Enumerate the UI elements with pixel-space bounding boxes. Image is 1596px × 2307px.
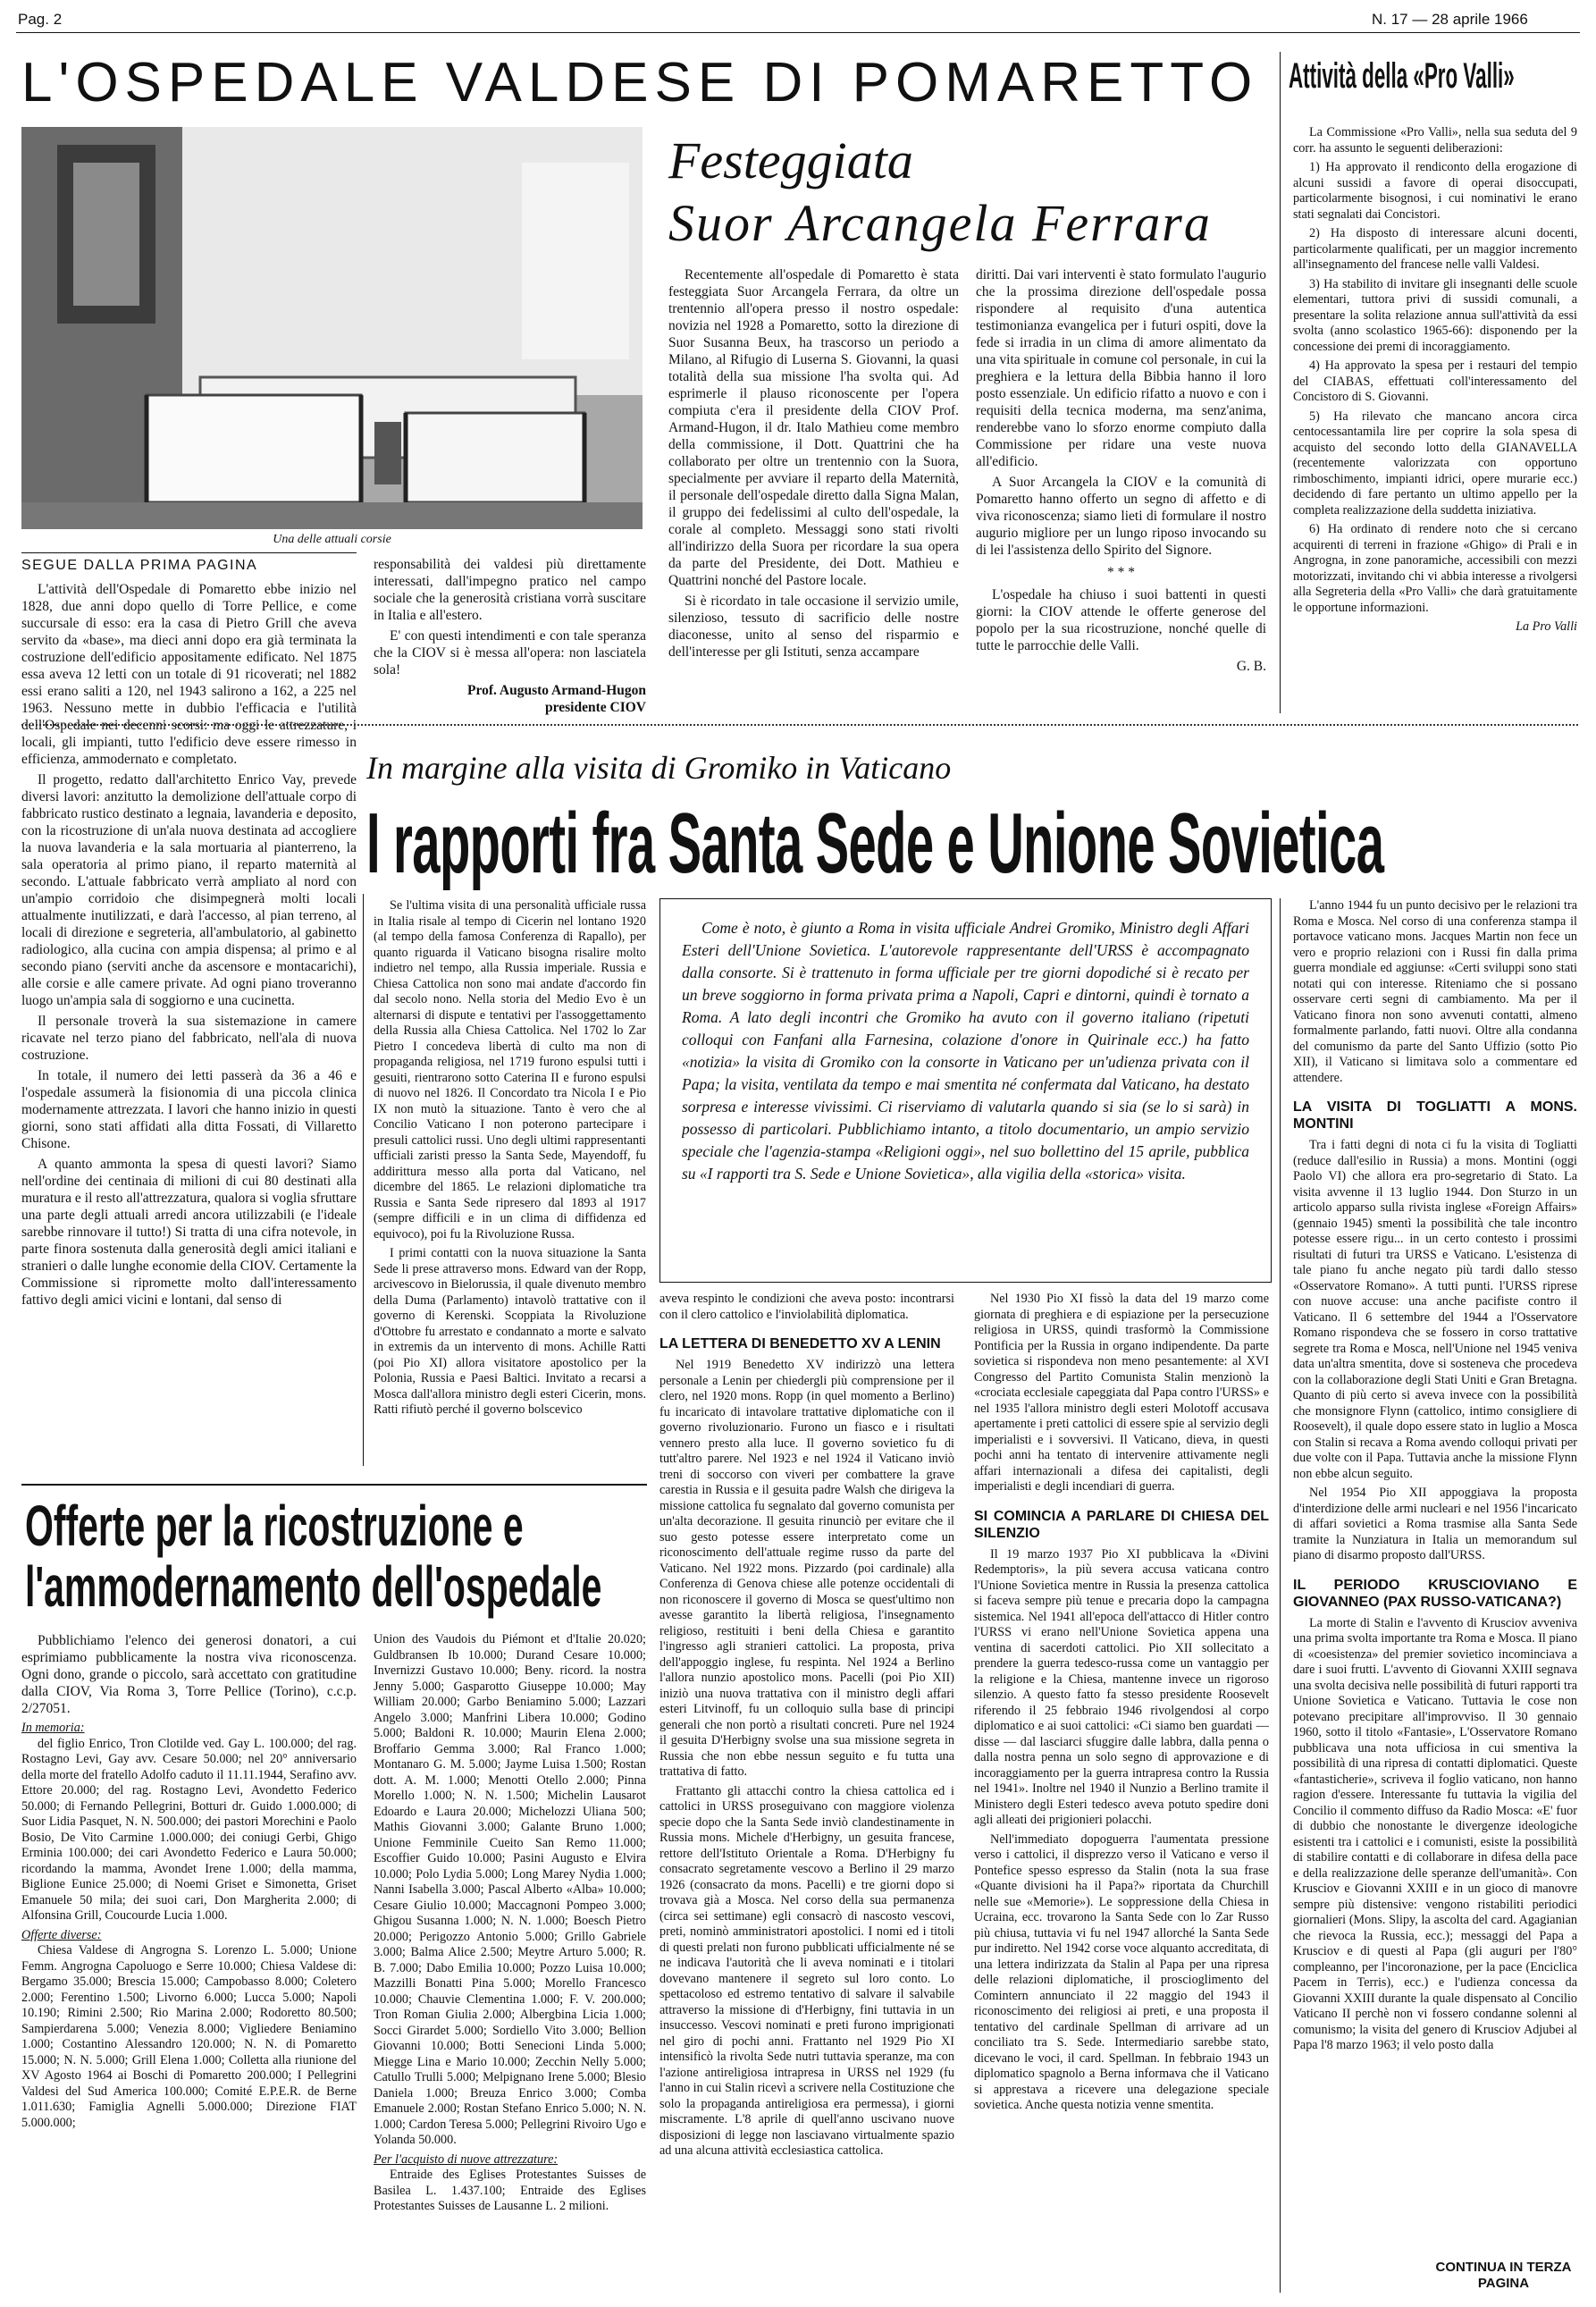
gromiko-col1-p1: Se l'ultima visita di una personalità ufficiale russa in Italia risale al tempo di Cicerin nel lontano 1920 (al tempo della famosa Conferenza di Rapallo), per quanto riguarda il Vaticano bisogna risalire molto indietro nel tempo, alla Russia imperiale. Russia e Chiesa Cattolica non sono mai andate d'accordo fin dal secolo nono. Nella storia del Medio Evo è un alternarsi di dispute e tentativi per l'assoggettamento della Russia alla Chiesa Cattolica. Nel 1702 lo Zar Pietro I concedeva libertà di culto ma non di propaganda religiosa, nel 1719 furono espulsi tutti i gesuiti, rientrarono sotto Caterina II e furono espulsi di nuovo nel 1826. Il Concordato tra Nicola I e Pio IX non mutò la situazione. Tanto è vero che al Concilio Vaticano I non poterono partecipare i presuli cattolici russi. Uno degli ultimi rappresentanti ufficiali zaristi presso la Santa Sede, Mayendoff, fu addirittura messo alla porta dal Vaticano, nel dicembre del 1865. Le relazioni diplomatiche tra Russia e Santa Sede ripresero dal 1893 al 1917 (sempre difficili e in un clima di diffidenza ed equivoco), poi fu la Rivoluzione Russa. [374, 898, 646, 1242]
gromiko-col4 [1293, 898, 1577, 2248]
gromiko-col4-p3: Nel 1954 Pio XII appoggiava la proposta d'interdizione delle armi nucleari e nel 1956 l'incaricato di affari sovietici a Roma trasmise alla Santa Sede tramite la Nunziatura in Italia un memorandum sul piano di disarmo proposto dall'URSS. [1293, 1486, 1577, 1562]
gromiko-col1 [374, 898, 646, 1470]
pro-valli-item-4: 4) Ha approvato la spesa per i restauri del tempio del CIABAS, effettuati coll'interessamento del Concistoro di S. Giovanni. [1293, 358, 1577, 404]
offerte-intro: Pubblichiamo l'elenco dei generosi donatori, a cui esprimiamo pubblicamente la nostra viva riconoscenza. Ogni dono, grande o piccolo, sarà accettato con gratitudine dalla CIOV, Via Roma 3, Torre Pellice (Torino), c.c.p. 2/27051. [21, 1633, 357, 1716]
gromiko-col3-p2: Il 19 marzo 1937 Pio XI pubblicava la «Divini Redemptoris», la più severa accusa vaticana contro l'Unione Sovietica mentre in Russia la presenza cattolica si faceva sempre più tenue e precaria dopo la campagna sistemica. Nel 1941 all'epoca dell'attacco di Hitler contro l'URSS vi erano nell'Unione Sovietica appena una ventina di sacerdoti cattolici. Pio XII sollecitato a prendere la guerra tedesco-russa come un vantaggio per la religione e la Chiesa, mantenne invece un rigoroso silenzio. A questo fatto fa stesso presidente Roosevelt riferendo il 25 febbraio 1946 rivolgendosi al corpo diplomatico e ai suoi cattolici: «Ci siamo ben guardati — disse — dal lasciarci sfuggire dalle labbra, dalla penna o dalla nostra penna un solo segno di approvazione e di incoraggiamento per la guerra intrapresa contro la Russia nel 1941». Inoltre nel 1940 il Nunzio a Berlino tramite il Ministero degli Esteri tedesco aveva potuto spedire doni agli alleati dei prigionieri polacchi. [974, 1546, 1269, 1827]
offerte-memoria-label: In memoria: [21, 1721, 85, 1735]
silenzio-heading: SI COMINCIA A PARLARE DI CHIESA DEL SILENZIO [974, 1508, 1269, 1541]
pro-valli-item-6: 6) Ha ordinato di rendere noto che si cercano acquirenti di terreni in frazione «Ghigo» di Prali e in Angrogna, in zone panoramiche, accessibili con mezzi motorizzati, invitando chi vi abbia interesse a rivolgersi alla Segreteria della «Pro Valli» che darà gratuitamente le opportune informazioni. [1293, 522, 1577, 615]
togliatti-heading: LA VISITA DI TOGLIATTI A MONS. MONTINI [1293, 1099, 1577, 1132]
festeggiata-p5: L'ospedale ha chiuso i suoi battenti in questi giorni: la CIOV attende le offerte generose del popolo per la sua ricostruzione, nonché quelle di tutte le parrocchie delle Valli. [976, 587, 1266, 653]
pro-valli-title: Attività della «Pro Valli» [1289, 56, 1515, 96]
segue-p1: L'attività dell'Ospedale di Pomaretto ebbe inizio nel 1828, due anni dopo quello di Torre Pellice, e come succursale di esso: era la casa di Pietro Grill che aveva servito da «base», ma dieci anni dopo era già terminata la costruzione dell'edificio appositamente edificato. Nel 1875 essa aveva 12 letti con un totale di 91 ricoverati; nel 1882 essi erano saliti a 120, nel 1943 salirono a 162, a 225 nel 1963. Nessuno mette in dubbio l'efficacia e l'utilità dell'Ospedale nei decenni scorsi: ma oggi le attrezzature, i locali, gli impianti, tutto l'edificio deve essere rimesso in efficienza, ammodernato e completato. [21, 582, 357, 767]
offerte-diversi: Chiesa Valdese di Angrogna S. Lorenzo L. 5.000; Unione Femm. Angrogna Capoluogo e Serre 10.000; Chiesa Valdese di: Bergamo 35.000; Brescia 15.000; Campobasso 8.000; Coletero 2.000; Ferentino 1.500; Livorno 6.000; Lucca 5.000; Napoli 10.190; Rimini 2.500; Rio Marina 2.000; Rodoretto 80.500; Sampierdarena 5.000; Venezia 8.000; Vigliedere Beniamino 1.000; Costantino Alessandro 120.000; N. N. di Pomaretto 15.000; N. N. 5.000; Grill Elena 1.000; Colletta alla riunione del XV Agosto 1964 ai Boschi di Pomaretto 200.000; I Pellegrini Valdesi del Sud America 100.000; Comité E.P.E.R. de Berne 1.011.630; Famiglia Agnelli 5.000.000; Direzione FIAT 5.000.000; [21, 1943, 357, 2130]
gromiko-col2-p3: Frattanto gli attacchi contro la chiesa cattolica ed i cattolici in URSS proseguivano con maggiore violenza specie dopo che la Santa Sede inviò clandestinamente in Russia mons. Michele d'Herbigny, un gesuita francese, rettore dell'Istituto Orientale a Roma. D'Herbigny fu consacrato segretamente vescovo a Berlino il 29 marzo 1926 (consacrato da mons. Pacelli) e tre giorni dopo si trovava già a Mosca. Nel corso della sua permanenza (circa sei settimane) egli consacrò di nascosto vescovi, preti, nominò amministratori apostolici. I nomi ed i titoli di questi prelati non furono pubblicati ufficialmente né se ne indicava l'autorità che li aveva nominati e i titolari dovevano mantenere il segreto sul loro conto. Lo spettacoloso ed estremo tentativo di salvare il salvabile attraverso la missione di d'Herbigny, fini tuttavia in un insuccesso. Vescovi nominati e preti furono imprigionati nel giro di pochi anni. Frattanto nel 1929 Pio XI intensificò la rivolta Sede nutri tuttavia speranze, ma con l'azione antireligiosa intrapresa in URSS nel 1929 (fu l'anno in cui Stalin ricevì a scrivere nella Costituzione che solo la propaganda antireligiosa era permessa), i giorni miscramente. L'8 aprile di quell'anno uscivano nuove disposizioni di legge non lasciavano virtualmente spazio ad una alcuna attività ecclesiastica cattolica. [659, 1783, 954, 2158]
continua-label: CONTINUA IN TERZA PAGINA [1435, 2260, 1572, 2291]
festeggiata-p3: diritti. Dai vari interventi è stato formulato l'augurio che la prossima direzione dell'ospedale possa rispondere al requisito d'una autentica testimonianza evangelica per i futuri ospiti, dove la fede si irradia in un clima di amore alimentato da una vita spirituale in comune col personale, in cui la preghiera e la lettura della Bibbia hanno il loro posto essenziale. Un edificio rifatto a nuovo e con i requisiti della tecnica moderna, ma senz'anima, renderebbe vano lo sforzo enorme compiuto dalla Commissione per ridare una veste nuova all'edificio. [976, 267, 1266, 469]
pro-valli-item-1: 1) Ha approvato il rendiconto della erogazione di alcuni sussidi a favore di operai disoccupati, particolarmente bisognosi, i cui nominativi le erano stati segnalati dai Concistori. [1293, 160, 1577, 222]
pro-valli-body [1293, 125, 1577, 715]
gromiko-col1-p2: I primi contatti con la nuova situazione la Santa Sede li prese attraverso mons. Edward van der Ropp, arcivescovo in Bielorussia, il quale divenuto membro della Duma (Parlamento) intavolò trattative con il governo di Kerenski. Scoppiata la Rivoluzione d'Ottobre fu arrestato e condannato a morte e salvato in extremis da un intervento di mons. Achille Ratti (poi Pio XI) allora visitatore apostolico per la Polonia, Russia e Paesi Baltici. Invitato a recarsi a Mosca dall'allora ministro degli esteri Cicerin, mons. Ratti rifiutò perché il governo bolscevico [374, 1246, 646, 1417]
offerte-col2 [374, 1632, 646, 2298]
festeggiata-title-line1: Festeggiata [668, 131, 913, 189]
gromiko-title: I rapporti fra Santa Sede e Unione Sovietica [366, 796, 1384, 891]
festeggiata-signature: G. B. [1236, 659, 1266, 674]
page-number: Pag. 2 [18, 11, 63, 28]
segue-p3: Il personale troverà la sua sistemazione in camere ricavate nel terzo piano del fabbricato, nell'ala di nuova costruzione. [21, 1014, 357, 1063]
pro-valli-rule [1280, 52, 1281, 713]
gromiko-intro-box [659, 898, 1272, 1283]
festeggiata-p1: Recentemente all'ospedale di Pomaretto è stata festeggiata Suor Arcangela Ferrara, da oltre un trentennio all'opera presso il nostro ospedale: novizia nel 1928 a Pomaretto, sotto la direzione di Suor Susanna Beux, ha trascorso un periodo a Milano, al Rifugio di Luserna S. Giovanni, la quasi totalità della sua missione l'ha svolta qui. Ad esprimerle il plauso riconoscente per l'opera compiuta c'era il presidente della CIOV Prof. Armand-Hugon, il dr. Italo Mathieu come membro della commissione, il Dott. Quattrini che ha collaborato per oltre un trentennio con la Suora, specialmente per avviare il reparto della Maternità, il personale dell'ospedale diretto dalla Signa Malan, il gruppo dei fedelissimi al culto dell'ospedale, la corale al completo. Messaggi sono stati rivolti all'indirizzo della Suora per ricordare la sua opera da parte del Presidente, dei Dott. Mathieu e Quattrini nonché del Pastore locale. [668, 267, 959, 588]
photo-caption: Una delle attuali corsie [273, 533, 391, 546]
ward-photo-drawing [21, 127, 643, 529]
offerte-title-line2: l'ammodernamento dell'ospedale [25, 1554, 602, 1619]
gromiko-col4-p4: La morte di Stalin e l'avvento di Krusciov avveniva una prima svolta importante tra Roma e Mosca. Il piano di «coesistenza» del premier sovietico incominciava a dare i suoi frutti. L'avvento di Giovanni XXIII segnava una svolta decisiva nelle possibilità di futuri rapporti tra Unione Sovietica e Vaticano. Tuttavia le cose non potevano precipitare all'improvviso. Il 30 gennaio 1960, sotto il titolo «Fantasie», L'Osservatore Romano pubblicava una nota ufficiosa in cui smentiva la possibilità di una ripresa di contatti diplomatici. Queste «fantasticherie», scriveva il foglio vaticano, non hanno ragion d'essere. Interessante fu tuttavia la vigilia del Concilio il commento diffuso da Radio Mosca: «E' fuor di dubbio che nonostante le divergenze ideologiche esistenti tra i cattolici e i comunisti, esiste la possibilità di stabilire contatti e di collaborare in difesa della pace e della realizzazione delle speranze dell'umanità». Con Krusciov e Giovanni XXIII e in un gioco di manovre sempre più distensive: vengono ristabiliti periodici giornalieri (Mons. Slipy, la ascolta del card. Agagianian che rievoca la Russia, ecc.); messaggi del Papa a Krusciov e di questi al Papa (gli auguri per l'80° compleanno, per l'incoronazione, per la pace (Enciclica Pacem in Terris), ecc.) e l'udienza concessa da Giovanni XXIII durante la quale dispensato al Concilio Vaticano II perchè non vi fossero condanne solenni al comunismo; la visita del genero di Krusciov Adjubei al Papa l'8 marzo 1963; il velo posto dalla [1293, 1615, 1577, 2052]
gromiko-col4-p2: Tra i fatti degni di nota ci fu la visita di Togliatti (reduce dall'esilio in Russia) a mons. Montini (oggi Paolo VI) che allora era pro-segretario di Stato. La visita avvenne il 13 luglio 1944. Don Sturzo in un articolo apparso sulla rivista inglese «Foreign Affairs» (gennaio 1945) smentì la possibilità che tale incontro potesse essere rigu... in un certo contesto i prossimi risultati di futuri tra URSS e Vaticano. L'esistenza di tale piano fu anche negato più tardi dallo stesso «Osservatore Romano». A tutti punti. l'URSS riprese con nuove accuse: una anche pacifiste contro il Vaticano. Il 6 settembre del 1944 a l'Osservatore Romano rispondeva che se fossero in corso trattative segrete tra Roma e Mosca, nell'Unione nel 1945 veniva data un'altra smentita, dove si sosteneva che procedeva con la collaborazione degli Stati Uniti e Gran Bretagna. Quanto di più certo si aveva invece con la possibilità che monsignore Flynn (cattolico, intimo consigliere di Roosevelt), il quale dopo essere stato in luglio a Mosca con Stalin si recava a Roma avendo colloqui privati per due volte con il Papa. Tuttavia anche la missione Flynn non ebbe alcun seguito. [1293, 1138, 1577, 1481]
festeggiata-col2 [976, 266, 1266, 713]
festeggiata-title-line2: Suor Arcangela Ferrara [668, 194, 1212, 252]
segue-signature-role: presidente CIOV [545, 700, 646, 715]
gromiko-col2-p2: Nel 1919 Benedetto XV indirizzò una lettera personale a Lenin per chiedergli più comprensione per il clero, nel 1920 mons. Ropp (in quel momento a Berlino) fu incaricato di intavolare trattative diplomatiche con il governo rivoluzionario. Furono un fiasco e i risultati vennero presto alla luce. Il governo sovietico fu di tutt'altro parere. Nel 1923 e nel 1924 il Vaticano inviò treni di soccorso con viveri per combattere la grave carestia in Russia e il gesuita padre Walsh che dirigeva la missione cattolica fu segnalato dal governo comunista per un'alta decorazione. Il gesuita rinunciò per evitare che il suo gesto potesse essere interpretato come un riconoscimento dell'attuale regime russo da parte del Vaticano. Nel 1922 mons. Pizzardo (poi cardinale) alla Conferenza di Genova chiese alle potenze occidentali di non riconoscere il governo di Mosca se quest'ultimo non avesse garantito la libertà religiosa, l'insegnamento religioso, restituiti i beni della Chiesa e garantito l'ingresso agli stranieri cattolici. La proposta, priva dell'appoggio inglese, fu respinta. Nel 1924 a Berlino l'allora nunzio apostolico mons. Pacelli (poi Pio XII) iniziò una nuova trattativa con il ministro degli affari esteri Litvinoff, fu un colloquio sulla base di principi generali che non portò a risultati concreti. Pure nel 1924 il gesuita D'Herbigny svolse una sua missione segreta in Russia che non ebbe nessun seguito e fu tutta una trattativa di fatto. [659, 1358, 954, 1779]
issue-date: N. 17 — 28 aprile 1966 [1372, 11, 1528, 28]
festeggiata-col1 [668, 266, 959, 713]
main-title: L'OSPEDALE VALDESE DI POMARETTO [21, 52, 1259, 114]
gromiko-col4-p1: L'anno 1944 fu un punto decisivo per le relazioni tra Roma e Mosca. Nel corso di una conferenza stampa il portavoce vaticano mons. Jacques Martin non fece un vero e proprio relazioni con i Russi fin dalla prima guerra mondiale ed aggiunse: «Certi sviluppi sono stati notati qui con interesse. Riteniamo che si possano osservare certi segni di cambiamento. Ma per il Vaticano finora non sono avvenuti contatti, almeno formalmente parlando, fatti nuovi. Oltre alla condanna del comunismo da parte del Santo Uffizio (sotto Pio XII), il Vaticano si limitava solo a commentare ed attendere. [1293, 898, 1577, 1085]
segue-rule [21, 552, 357, 553]
section-separator [21, 724, 1578, 726]
offerte-top-rule [21, 1484, 647, 1486]
segue-p6: responsabilità dei valdesi più direttamente interessati, dall'impegno pratico nel campo sociale che la generosità cristiana vorrà suscitare in Italia e all'estero. [374, 557, 646, 623]
gromiko-kicker: In margine alla visita di Gromiko in Vaticano [366, 750, 952, 786]
header-rule [16, 32, 1580, 33]
segue-p5: A quanto ammonta la spesa di questi lavori? Siamo nell'ordine dei centinaia di milioni di cui 80 destinati alla muratura e il resto all'attrezzatura, qualora si voglia sfruttare una parte degli attuali arredi ancora utilizzabili (e l'ideale sarebbe rinnovare il tutto!) Si tratta di una cifra notevole, in parte finora sostenuta dalla generosità degli amici italiani e stranieri o dalle lunghe economie della CIOV. Certamente la Commissione si ripromette molto dall'interessamento fattivo degli amici vicini e lontani, dal senso di [21, 1157, 357, 1308]
gromiko-col2-p1: aveva respinto le condizioni che aveva posto: incontrarsi con il clero cattolico e l'inviolabilità diplomatica. [659, 1292, 954, 1322]
festeggiata-stars: * * * [1107, 565, 1135, 580]
festeggiata-p4: A Suor Arcangela la CIOV e la comunità di Pomaretto hanno offerto un segno di affetto e di viva riconoscenza; siamo lieti di formulare il nostro augurio migliore per un lungo riposo invocando su di lei l'assistenza dello Spirito del Signore. [976, 475, 1266, 558]
offerte-col2-list: Union des Vaudois du Piémont et d'Italie 20.020; Guldbransen Ib 10.000; Durand Cesare 10.000; Invernizzi Gustavo 10.000; Beny. ricord. la nostra Jenny 5.000; Gasparotto Giuseppe 10.000; May William 20.000; Garbo Beniamino 5.000; Lazzari Angelo 3.000; Manfrini Libera 10.000; Godino 5.000; Baldoni R. 10.000; Maurin Elena 2.000; Broffario Gemma 3.000; Ral Franco 1.000; Montanaro G. M. 5.000; Jayme Luisa 1.500; Rostan dott. A. M. 1.000; Menotti Otello 2.000; Pinna Morello 1.000; N. N. 1.500; Michelin Lausarot Edoardo e Laura 20.000; Michelozzi Uliana 500; Mathis Giovanni 3.000; Galante Bruno 1.000; Unione Femminile Cueito San Remo 11.000; Escoffier Guido 10.000; Pasini Augusto e Elvira 10.000; Polo Lydia 5.000; Long Marey Nydia 1.000; Nanni Isabella 3.000; Pascal Alberto «Alba» 10.000; Cesare Giulio 10.000; Maccagnoni Pompeo 3.000; Ghigou Susanna 1.000; N. N. 1.000; Boesch Pietro 20.000; Perigozzo Antonio 5.000; Grillo Gabriele 3.000; Balma Alice 2.500; Meytre Arturo 5.000; R. B. 7.000; Dabo Emilia 10.000; Pozzo Luisa 10.000; Mazzilli Bonatti Pina 5.000; Morello Francesco 10.000; Chauvie Clementina 1.000; F. V. 200.000; Tron Roman Giulia 2.000; Albergbina Licia 1.000; Socci Girardet 5.000; Sordiello Vito 3.000; Bellion Giovanni 10.000; Botti Senecioni Linda 5.000; Miegge Lina e Mario 10.000; Zecchin Nelly 5.000; Catullo Trulli 5.000; Melpignano Irene 5.000; Blesio Daniela 1.000; Breuza Enrico 3.000; Comba Emanuele 2.000; Rostan Stefano Enrico 5.000; N. N. 1.000; Cardon Teresa 5.000; Pellegrini Rivoiro Ugo e Yolanda 50.000. [374, 1632, 646, 2147]
ward-photo [21, 127, 643, 529]
segue-col1 [21, 581, 357, 1484]
gromiko-intro: Come è noto, è giunto a Roma in visita ufficiale Andrei Gromiko, Ministro degli Affari Esteri dell'Unione Sovietica. L'autorevole rappresentante dell'URSS è accompagnato dalla consorte. Si è trattenuto in forma ufficiale per tre giorni dopodiché si è recato per un breve soggiorno in forma privata prima a Napoli, Capri e dintorni, quindi è tornato a Roma. A lato degli incontri che Gromiko ha avuto con il governo italiano (ripetuti colloqui con Fanfani alla Farnesina, colazione d'onore in Quirinale ecc.) ha fatto «notizia» la visita di Gromiko con la consorte in Vaticano per un'udienza privata con il Papa; la visita, ventilata da tempo e mai smentita né confermata dal Vaticano, ha destato sorpresa e interesse vivissimi. Ci riserviamo di valutarla quando si sia (se lo si sarà) in possesso di particolari. Pubblichiamo intanto, a titolo documentario, un ampio servizio speciale che l'agenzia-stampa «Religioni oggi», nel suo bollettino del 15 aprile, pubblica su «I rapporti tra S. Sede e Unione Sovietica», alla vigilia della «storica» visita. [682, 919, 1249, 1183]
lettera-heading: LA LETTERA DI BENEDETTO XV A LENIN [659, 1336, 941, 1351]
pro-valli-signature: La Pro Valli [1516, 619, 1577, 634]
segue-label: SEGUE DALLA PRIMA PAGINA [21, 558, 258, 573]
segue-p2: Il progetto, redatto dall'architetto Enrico Vay, prevede diversi lavori: anzitutto la demolizione dell'attuale corpo di fabbricato rustico destinato a legnaia, lavanderia e deposito, con la ricostruzione di un'ala nuova destinata ad accogliere la nuova lavanderia e la sala mortuaria al pianterreno, la sala operatoria al primo piano, il reparto maternità al secondo. L'attuale fabbricato verrà ampliato al nord con un'ampio corridoio che disimpegnerà molti locali attualmente inutilizzati, e darà l'accesso, al pian terreno, al locali di direzione e segreteria, all'ambulatorio, al gabinetto radiologico, alla cucina con ampia dispensa; al primo e al secondo piano (serviti anche da ascensore e montacarichi), alle corsie e alle camere private. Ad ogni piano troveranno luogo un'ampia sala di soggiorno e una cucinetta. [21, 772, 357, 1008]
segue-p4: In totale, il numero dei letti passerà da 36 a 46 e l'ospedale assumerà la fisionomia di una piccola clinica modernamente attrezzata. I lavori che hanno inizio in questi giorni, sono stati affidati alla ditta Fossati, di Villaretto Chisone. [21, 1068, 357, 1151]
gromiko-col3-p1: Nel 1930 Pio XI fissò la data del 19 marzo come giornata di preghiera e di espiazione per la persecuzione religiosa in URSS, quindi trasformò la Commissione Pontificia per la Russia in organo indipendente. Da parte sovietica si rispondeva non meno pesantemente: al XVI Congresso del Partito Comunista Stalin menzionò la «crociata ecclesiale capeggiata dal Papa contro l'URSS» e nel 1935 l'allora ministro degli esteri Molotoff accusava apertamente i preti cattolici di essere spie al servizio degli imperialisti e i sovversivi. Il Vaticano, dieva, in questi pochi anni ha tentato di intervenire attivamente negli affari internazionali a difesa dei capitalisti, degli imperialisti e degli incendiari di guerra. [974, 1292, 1269, 1494]
gromiko-col3-p3: Nell'immediato dopoguerra l'aumentata pressione verso i cattolici, il disprezzo verso il Vaticano e verso il Pontefice spesso espresso da Stalin (nota la sua frase «Quante divisioni ha il Papa?» riportata da Churchill nelle sue «Memorie»). Le soppressione della Chiesa in Ucraina, ecc. trovarono la Santa Sede con lo Zar Russo più chiusa, tuttavia vi fu nel 1947 allorché la Santa Sede pur indiretto. Nel 1942 corse voce alquanto accreditata, di una lettera indirizzata da Stalin al Papa per una ripresa delle relazioni diplomatiche, il proscioglimento del Comintern annunciato il 22 maggio del 1943 il riconoscimento dei religiosi ai preti, e una proposta il tentativo del cardinale Spellman di arrivare ad un conciliato tra S. Sede. Intermediario sarebbe stato, dicevano le voci, il card. Spellman. In febbraio 1943 un diplomatico spagnolo a Berna informava che il Vaticano si apprestava a ricevere una delegazione speciale sovietica. Anche questa notizia venne smentita. [974, 1831, 1269, 2112]
offerte-memoria: del figlio Enrico, Tron Clotilde ved. Gay L. 100.000; del rag. Rostagno Levi, Gay avv. Cesare 50.000; nel 20° anniversario della morte del fratello Adolfo caduto il 11.11.1944, Serafino avv. Ettore 20.000; del rag. Rostagno Levi, Avondetto Federico 50.000; di Fernando Pellegrini, Botturi dr. Guido 1.000.000; di Suor Lidia Pasquet, N. N. 500.000; dei pastori Morechini e Paolo Bosio, De Vito Carmine 1.000.000; dei coniugi Gerbi, Ghigo Erminia 100.000; dei cari Avondetto Federico e Laura 50.000; ricordando la mamma, Avondet Irene 1.000; della mamma, Biglione Eunice 25.000; di Noemi Griset e Simonetta, Griset Emanuele 50 mila; dei suoi cari, Don Margherita 2.000; di Alfonsina Grill, Coucourde Lucia 1.000. [21, 1736, 357, 1923]
pro-valli-item-3: 3) Ha stabilito di invitare gli insegnanti delle scuole elementari, tuttora privi di sussidi comunali, a presentare la solita relazione annua sull'attività da essi svolta (anno scolastico 1965-66): disponendo per la concessione dei premi di incoraggiamento. [1293, 276, 1577, 354]
gromiko-col2 [659, 1292, 954, 2293]
segue-signature-name: Prof. Augusto Armand-Hugon [467, 683, 646, 698]
gromiko-right-rule [1280, 898, 1281, 2293]
gromiko-col3 [974, 1292, 1269, 2293]
pro-valli-item-5: 5) Ha rilevato che mancano ancora circa centocessantamila lire per coprire la sola spesa di acquisto del secondo lotto della GIANAVELLA (recentemente valorizzata con opportuno rimboschimento, impianti idrici, opere murarie ecc.) decidendo di fare pertanto un ultimo appello per la completa realizzazione della suddetta iniziativa. [1293, 408, 1577, 518]
pro-valli-intro: La Commissione «Pro Valli», nella sua seduta del 9 corr. ha assunto le seguenti deliberazioni: [1293, 125, 1577, 156]
offerte-title-line1: Offerte per la ricostruzione e [25, 1494, 524, 1558]
krusciov-heading: IL PERIODO KRUSCIOVIANO E GIOVANNEO (PAX RUSSO-VATICANA?) [1293, 1577, 1577, 1610]
offerte-diversi-label: Offerte diverse: [21, 1927, 102, 1942]
offerte-attrezzature-label: Per l'acquisto di nuove attrezzature: [374, 2151, 559, 2167]
pro-valli-item-2: 2) Ha disposto di interessare alcuni docenti, particolarmente qualificati, per un maggior incremento all'insegnamento del francese nelle valli Valdesi. [1293, 226, 1577, 272]
offerte-attrezzature: Entraide des Eglises Protestantes Suisses de Basilea L. 1.437.100; Entraide des Eglises Protestantes Suisses de Lausanne L. 2 milioni. [374, 2168, 646, 2213]
gromiko-left-rule [363, 894, 364, 1466]
offerte-col1 [21, 1632, 357, 2298]
festeggiata-p2: Si è ricordato in tale occasione il servizio umile, silenzioso, tessuto di sacrificio delle nostre diaconesse, unito al senso del risparmio e dell'interesse per gli Istituti, senza accampare [668, 594, 959, 660]
segue-col2 [374, 556, 646, 717]
segue-p7: E' con questi intendimenti e con tale speranza che la CIOV si è messa all'opera: non lasciatela sola! [374, 628, 646, 678]
